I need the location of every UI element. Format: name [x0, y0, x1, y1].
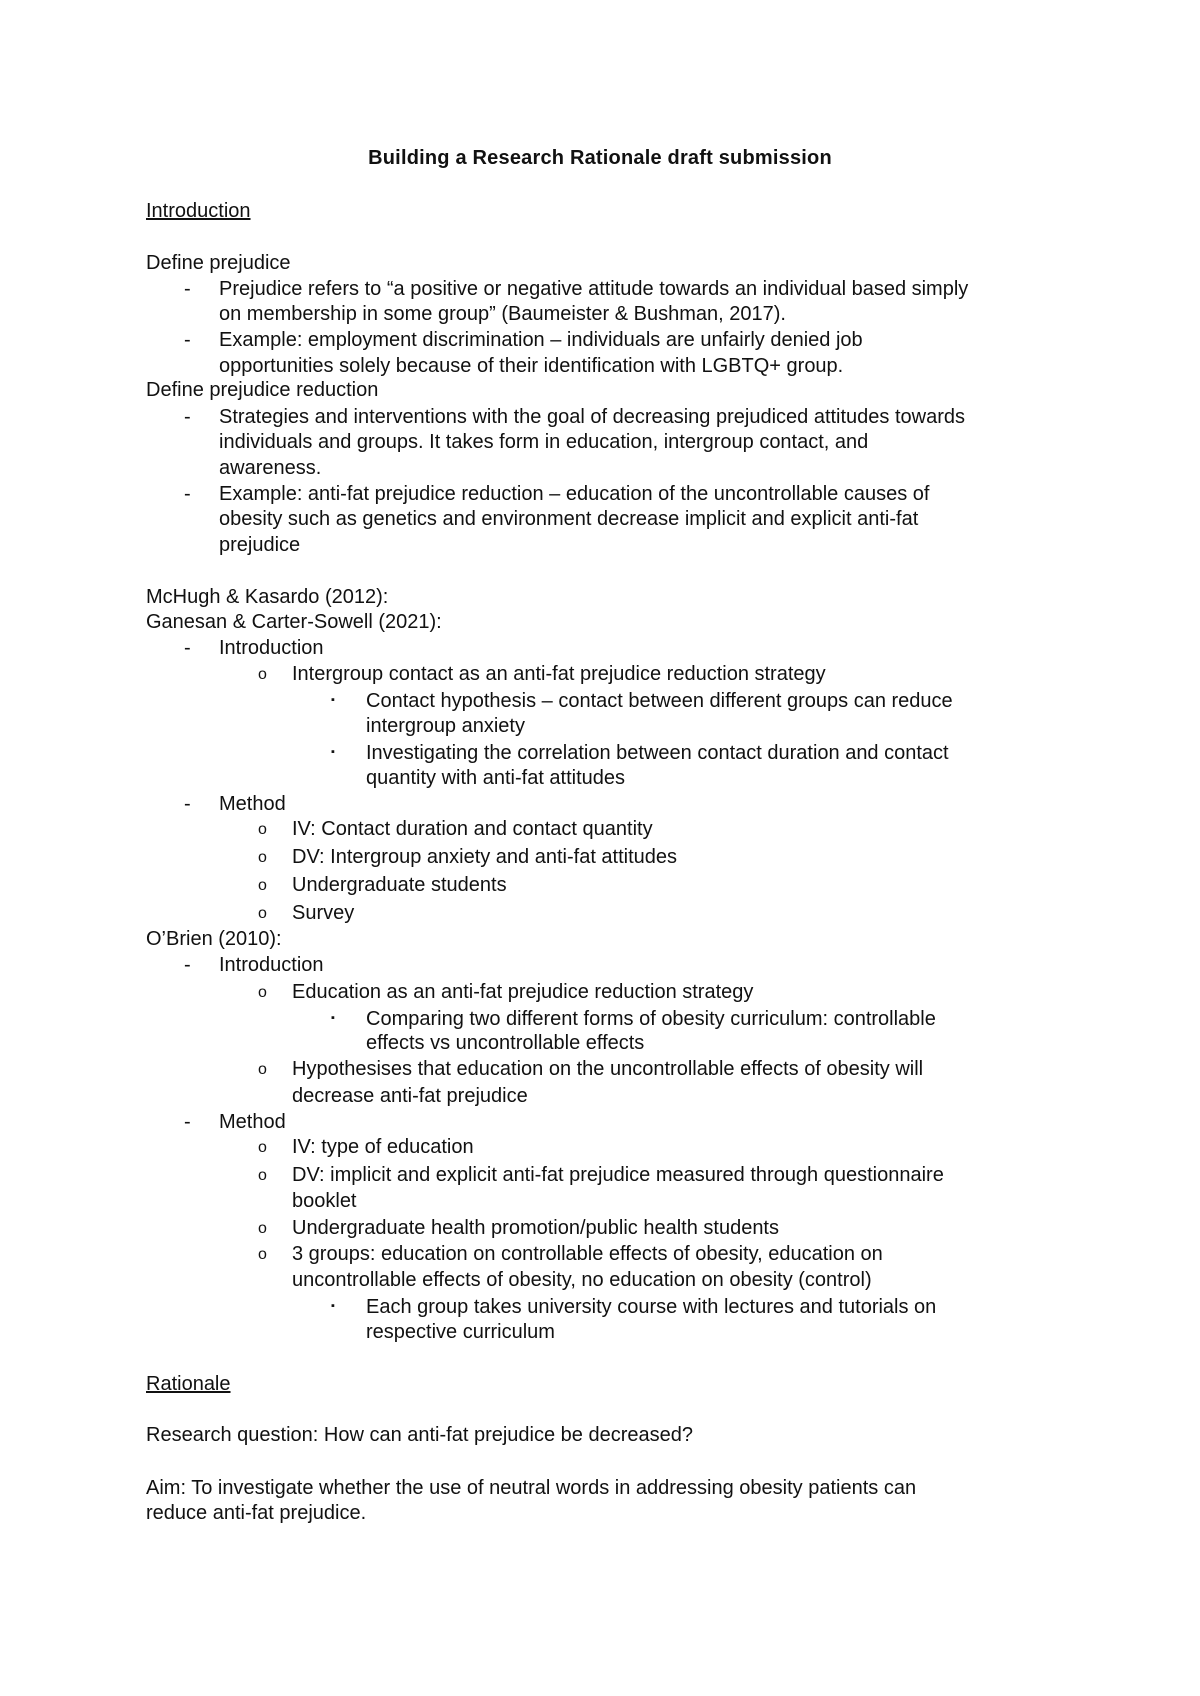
circle-marker: o [258, 849, 267, 866]
ganesan-sub1-line-1: Contact hypothesis – contact between different groups can reduce [366, 690, 953, 712]
dash-marker: - [184, 483, 191, 505]
define-prejudice-heading: Define prejudice [146, 252, 291, 274]
obrien-method-item-2-line-2: booklet [292, 1190, 357, 1212]
square-marker: ▪ [331, 746, 335, 758]
ganesan-intro-label: Introduction [219, 637, 324, 659]
prejudice-bullet-2-line-2: opportunities solely because of their identification with LGBTQ+ group. [219, 355, 844, 377]
ganesan-method-item-3: Undergraduate students [292, 874, 507, 896]
square-marker: ▪ [331, 1012, 335, 1024]
obrien-method-sub-line-1: Each group takes university course with lectures and tutorials on [366, 1296, 937, 1318]
dash-marker: - [184, 1111, 191, 1133]
ganesan-sub2-line-1: Investigating the correlation between contact duration and contact [366, 742, 949, 764]
circle-marker: o [258, 984, 267, 1001]
reduction-bullet-2-line-3: prejudice [219, 534, 301, 556]
prejudice-bullet-1-line-1: Prejudice refers to “a positive or negative attitude towards an individual based simply [219, 278, 969, 300]
circle-marker: o [258, 905, 267, 922]
ganesan-sub1-line-2: intergroup anxiety [366, 715, 525, 737]
circle-marker: o [258, 1139, 267, 1156]
obrien-intro-item-2-line-2: decrease anti-fat prejudice [292, 1085, 528, 1107]
ganesan-sub2-line-2: quantity with anti-fat attitudes [366, 767, 626, 789]
obrien-method-item-4-line-1: 3 groups: education on controllable effects of obesity, education on [292, 1243, 883, 1265]
obrien-method-item-2-line-1: DV: implicit and explicit anti-fat prejudice measured through questionnaire [292, 1164, 944, 1186]
research-question: Research question: How can anti-fat prejudice be decreased? [146, 1424, 693, 1446]
circle-marker: o [258, 666, 267, 683]
dash-marker: - [184, 278, 191, 300]
ganesan-method-label: Method [219, 793, 286, 815]
obrien-method-item-1: IV: type of education [292, 1136, 474, 1158]
ganesan-method-item-1: IV: Contact duration and contact quantity [292, 818, 653, 840]
square-marker: ▪ [331, 694, 335, 706]
obrien-method-label: Method [219, 1111, 286, 1133]
obrien-method-item-3: Undergraduate health promotion/public health students [292, 1217, 779, 1239]
prejudice-bullet-1-line-2: on membership in some group” (Baumeister & Bushman, 2017). [219, 303, 786, 325]
obrien-method-item-4-line-2: uncontrollable effects of obesity, no education on obesity (control) [292, 1269, 872, 1291]
dash-marker: - [184, 637, 191, 659]
mchugh-heading: McHugh & Kasardo (2012): [146, 586, 389, 608]
ganesan-method-item-4: Survey [292, 902, 355, 924]
obrien-method-sub-line-2: respective curriculum [366, 1321, 555, 1343]
obrien-sub1-line-2: effects vs uncontrollable effects [366, 1032, 645, 1054]
circle-marker: o [258, 1061, 267, 1078]
ganesan-intro-item: Intergroup contact as an anti-fat prejudice reduction strategy [292, 663, 826, 685]
dash-marker: - [184, 793, 191, 815]
dash-marker: - [184, 406, 191, 428]
introduction-heading: Introduction [146, 200, 251, 222]
ganesan-method-item-2: DV: Intergroup anxiety and anti-fat attitudes [292, 846, 678, 868]
obrien-sub1-line-1: Comparing two different forms of obesity curriculum: controllable [366, 1008, 936, 1030]
reduction-bullet-1-line-1: Strategies and interventions with the goal of decreasing prejudiced attitudes towards [219, 406, 966, 428]
rationale-heading: Rationale [146, 1373, 231, 1395]
aim-line-1: Aim: To investigate whether the use of neutral words in addressing obesity patients can [146, 1477, 917, 1499]
reduction-bullet-1-line-3: awareness. [219, 457, 322, 479]
reduction-bullet-2-line-1: Example: anti-fat prejudice reduction – education of the uncontrollable causes of [219, 483, 930, 505]
circle-marker: o [258, 877, 267, 894]
circle-marker: o [258, 1167, 267, 1184]
circle-marker: o [258, 1246, 267, 1263]
obrien-heading: O’Brien (2010): [146, 928, 282, 950]
document-title: Building a Research Rationale draft submission [368, 147, 832, 169]
aim-line-2: reduce anti-fat prejudice. [146, 1502, 367, 1524]
circle-marker: o [258, 821, 267, 838]
obrien-intro-label: Introduction [219, 954, 324, 976]
dash-marker: - [184, 954, 191, 976]
reduction-bullet-1-line-2: individuals and groups. It takes form in education, intergroup contact, and [219, 431, 869, 453]
reduction-bullet-2-line-2: obesity such as genetics and environment decrease implicit and explicit anti-fat [219, 508, 919, 530]
define-reduction-heading: Define prejudice reduction [146, 379, 379, 401]
prejudice-bullet-2-line-1: Example: employment discrimination – individuals are unfairly denied job [219, 329, 863, 351]
obrien-intro-item-2-line-1: Hypothesises that education on the uncontrollable effects of obesity will [292, 1058, 924, 1080]
obrien-intro-item-1: Education as an anti-fat prejudice reduction strategy [292, 981, 754, 1003]
ganesan-heading: Ganesan & Carter-Sowell (2021): [146, 611, 442, 633]
dash-marker: - [184, 329, 191, 351]
circle-marker: o [258, 1220, 267, 1237]
square-marker: ▪ [331, 1300, 335, 1312]
